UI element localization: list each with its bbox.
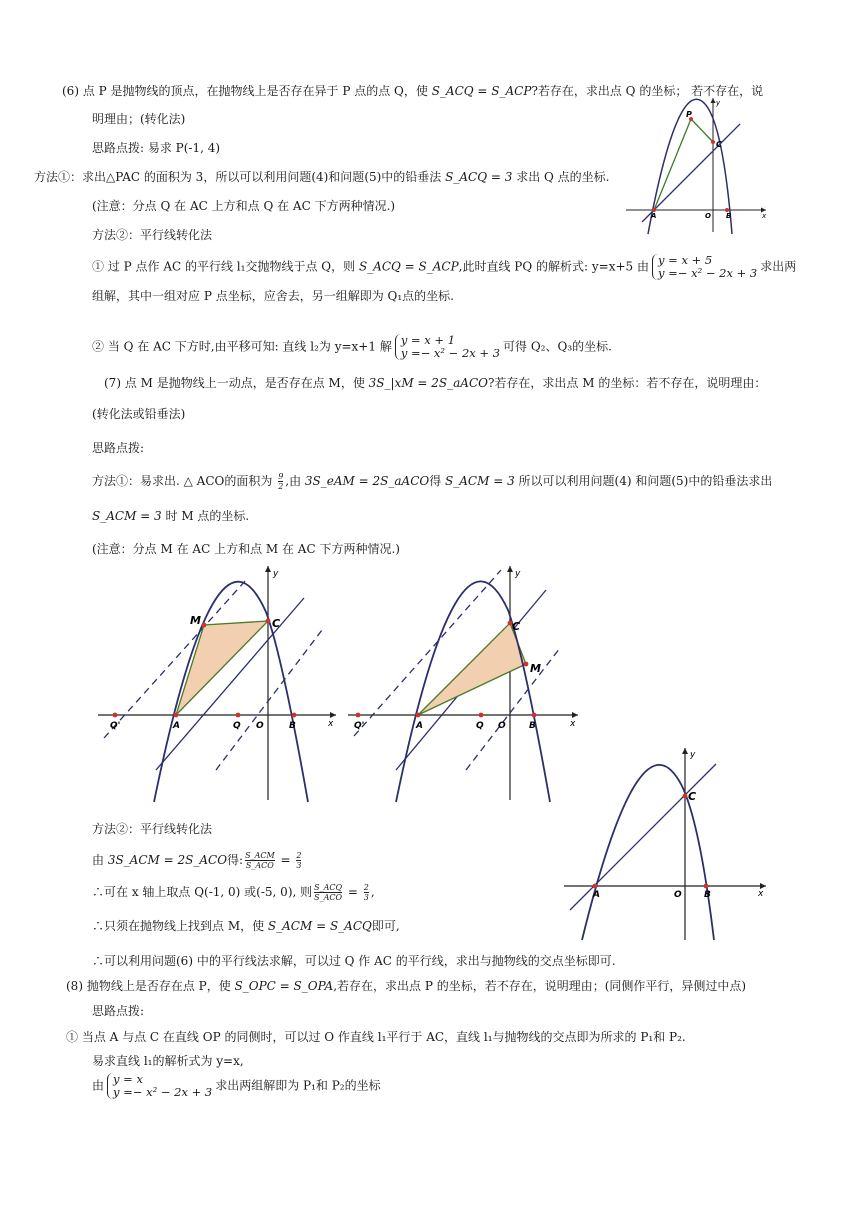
label-m: M xyxy=(530,662,541,675)
label-a: A xyxy=(651,212,657,220)
p6-step2: ② 当 Q 在 AC 下方时,由平移可知: 直线 l₂为 y=x+1 解 y = x + 1 y =− x² − 2x + 3 可得 Q₂、Q₃的坐标. xyxy=(92,333,612,360)
point-c xyxy=(683,794,688,799)
figure-parabola-pac xyxy=(622,94,772,236)
p6-step1-cont: 组解，其中一组对应 P 点坐标，应舍去，另一组解即为 Q₁点的坐标. xyxy=(92,289,454,303)
label-b: B xyxy=(289,721,296,731)
p6-question-line2: 明理由；(转化法) xyxy=(92,112,186,126)
label-o: O xyxy=(256,721,264,731)
fraction: $\frac{\text{S\_ACM}}{\text{S\_ACO}}$ xyxy=(245,851,275,870)
fraction: $\frac{9}{2}$ xyxy=(278,472,284,491)
point-a xyxy=(593,884,598,889)
segment-pc xyxy=(691,119,713,142)
label-c: C xyxy=(688,790,697,803)
p6-method2-title: 方法②：平行线转化法 xyxy=(92,228,213,242)
p7-method1-cont: S_ACM = 3 时 M 点的坐标. xyxy=(92,509,250,523)
label-c: C xyxy=(512,620,521,633)
label-a: A xyxy=(173,721,180,731)
label-c: C xyxy=(716,140,722,149)
equation-system: y = x y =− x² − 2x + 3 xyxy=(107,1073,212,1099)
point-a xyxy=(174,713,179,718)
label-q-prime: Q' xyxy=(110,721,121,731)
label-q: Q xyxy=(476,721,484,731)
point-b xyxy=(704,884,709,889)
label-x: x xyxy=(758,889,764,899)
point-q-prime xyxy=(356,713,361,718)
p6-step1: ① 过 P 点作 AC 的平行线 l₁交抛物线于点 Q，则 S_ACQ = S_ACP,此时直线 PQ 的解析式: y=x+5 由 y = x + 5 y =− x² − 2x + 3 求出两 xyxy=(92,253,797,280)
label-q: Q xyxy=(233,721,241,731)
fraction: $\frac{2}{3}$ xyxy=(296,851,302,870)
p6-note: (注意：分点 Q 在 AC 上方和点 Q 在 AC 下方两种情况.) xyxy=(92,199,396,213)
p7-hint: 思路点拨: xyxy=(92,441,145,455)
p8-step3: 由 y = x y =− x² − 2x + 3 求出两组解即为 P₁和 P₂的坐标 xyxy=(92,1072,381,1099)
label-b: B xyxy=(726,212,732,220)
label-o: O xyxy=(674,890,682,900)
math-s-acq-3: S_ACQ = 3 xyxy=(445,170,513,184)
p7-q-point: ∴可在 x 轴上取点 Q(-1, 0) 或(-5, 0), 则 $\frac{\text{S\_ACQ}}{\text{S\_ACO}}$ = $\frac{2}{3}$ , xyxy=(92,883,375,902)
label-b: B xyxy=(529,721,536,731)
point-a xyxy=(416,713,421,718)
math-s-acq-eq-s-acp: S_ACQ = S_ACP xyxy=(431,84,532,98)
p7-find-m: ∴只须在抛物线上找到点 M，使 S_ACM = S_ACQ即可, xyxy=(92,919,400,933)
p8-step1: ① 当点 A 与点 C 在直线 OP 的同侧时，可以过 O 作直线 l₁平行于 AC，直线 l₁与抛物线的交点即为所求的 P₁和 P₂. xyxy=(66,1030,686,1044)
label-q-prime: Q' xyxy=(354,721,365,731)
point-b xyxy=(532,713,537,718)
p7-question-line1: (7) 点 M 是抛物线上一动点，是否存在点 M，使 3S_|xM = 2S_aACO?若存在，求出点 M 的坐标：若不存在，说明理由： xyxy=(104,376,767,390)
figure-parabola-aco xyxy=(562,744,772,942)
label-y: y xyxy=(690,750,696,760)
point-b xyxy=(292,713,297,718)
label-a: A xyxy=(593,890,600,900)
label-o: O xyxy=(498,721,506,731)
figure-m-above-ac xyxy=(96,560,346,806)
x-axis-arrow-icon xyxy=(572,712,578,718)
p7-question-line2: (转化法或铅垂法) xyxy=(92,407,186,421)
label-c: C xyxy=(272,617,281,630)
label-p: P xyxy=(686,110,692,119)
label-m: M xyxy=(190,614,201,627)
point-m xyxy=(524,662,529,667)
point-q-prime xyxy=(113,713,118,718)
p6-method1: 方法①：求出△PAC 的面积为 3，所以可以利用问题(4)和问题(5)中的铅垂法 S_ACQ = 3 求出 Q 点的坐标. xyxy=(34,170,610,184)
y-axis-arrow-icon xyxy=(507,566,513,572)
p7-ratio: 由 3S_ACM = 2S_ACO得: $\frac{\text{S\_ACM}}{\text{S\_ACO}}$ = $\frac{2}{3}$ xyxy=(92,851,302,870)
y-axis-arrow-icon xyxy=(711,98,716,103)
label-b: B xyxy=(704,890,711,900)
p6-question-line1: (6) 点 P 是抛物线的顶点，在抛物线上是否存在异于 P 点的点 Q，使 S_ACQ = S_ACP?若存在，求出点 Q 的坐标； 若不存在，说 xyxy=(62,84,764,98)
label-y: y xyxy=(716,99,721,107)
x-axis-arrow-icon xyxy=(330,712,336,718)
triangle-acm xyxy=(176,621,268,715)
p7-note: (注意：分点 M 在 AC 上方和点 M 在 AC 下方两种情况.) xyxy=(92,542,400,556)
p7-conclusion: ∴可以利用问题(6) 中的平行线法求解，可以过 Q 作 AC 的平行线，求出与抛物线的交点坐标即可. xyxy=(92,954,616,968)
label-x: x xyxy=(762,212,767,220)
line-ac xyxy=(570,764,716,910)
point-q xyxy=(236,713,241,718)
label-y: y xyxy=(515,569,521,579)
label-o: O xyxy=(705,212,711,220)
fraction: $\frac{\text{S\_ACQ}}{\text{S\_ACO}}$ xyxy=(314,883,343,902)
point-m xyxy=(202,623,207,628)
point-c xyxy=(266,619,271,624)
fraction: $\frac{2}{3}$ xyxy=(363,883,369,902)
point-q xyxy=(479,713,484,718)
point-c xyxy=(711,140,715,144)
y-axis-arrow-icon xyxy=(265,566,271,572)
label-a: A xyxy=(416,721,423,731)
equation-system: y = x + 5 y =− x² − 2x + 3 xyxy=(652,254,757,280)
p8-question: (8) 抛物线上是否存在点 P，使 S_OPC = S_OPA,若存在，求出点 P 的坐标，若不存在，说明理由；(同侧作平行，异侧过中点) xyxy=(66,979,747,993)
label-y: y xyxy=(273,569,279,579)
label-x: x xyxy=(328,719,334,729)
figure-m-below-ac xyxy=(346,560,582,806)
p6-hint: 思路点拨: 易求 P(-1, 4) xyxy=(92,141,221,155)
p7-method1: 方法①：易求出. △ ACO的面积为 $\frac{9}{2}$ ,由 3S_eAM = 2S_aACO得 S_ACM = 3 所以可以利用问题(4) 和问题(5)中的铅垂法求出 xyxy=(92,472,773,491)
label-x: x xyxy=(570,719,576,729)
equation-system: y = x + 1 y =− x² − 2x + 3 xyxy=(395,334,500,360)
parabola-curve xyxy=(154,582,308,802)
p8-hint: 思路点拨: xyxy=(92,1004,145,1018)
p8-step2: 易求直线 l₁的解析式为 y=x, xyxy=(92,1054,244,1068)
y-axis-arrow-icon xyxy=(682,748,688,754)
p7-method2-title: 方法②：平行线转化法 xyxy=(92,822,213,836)
